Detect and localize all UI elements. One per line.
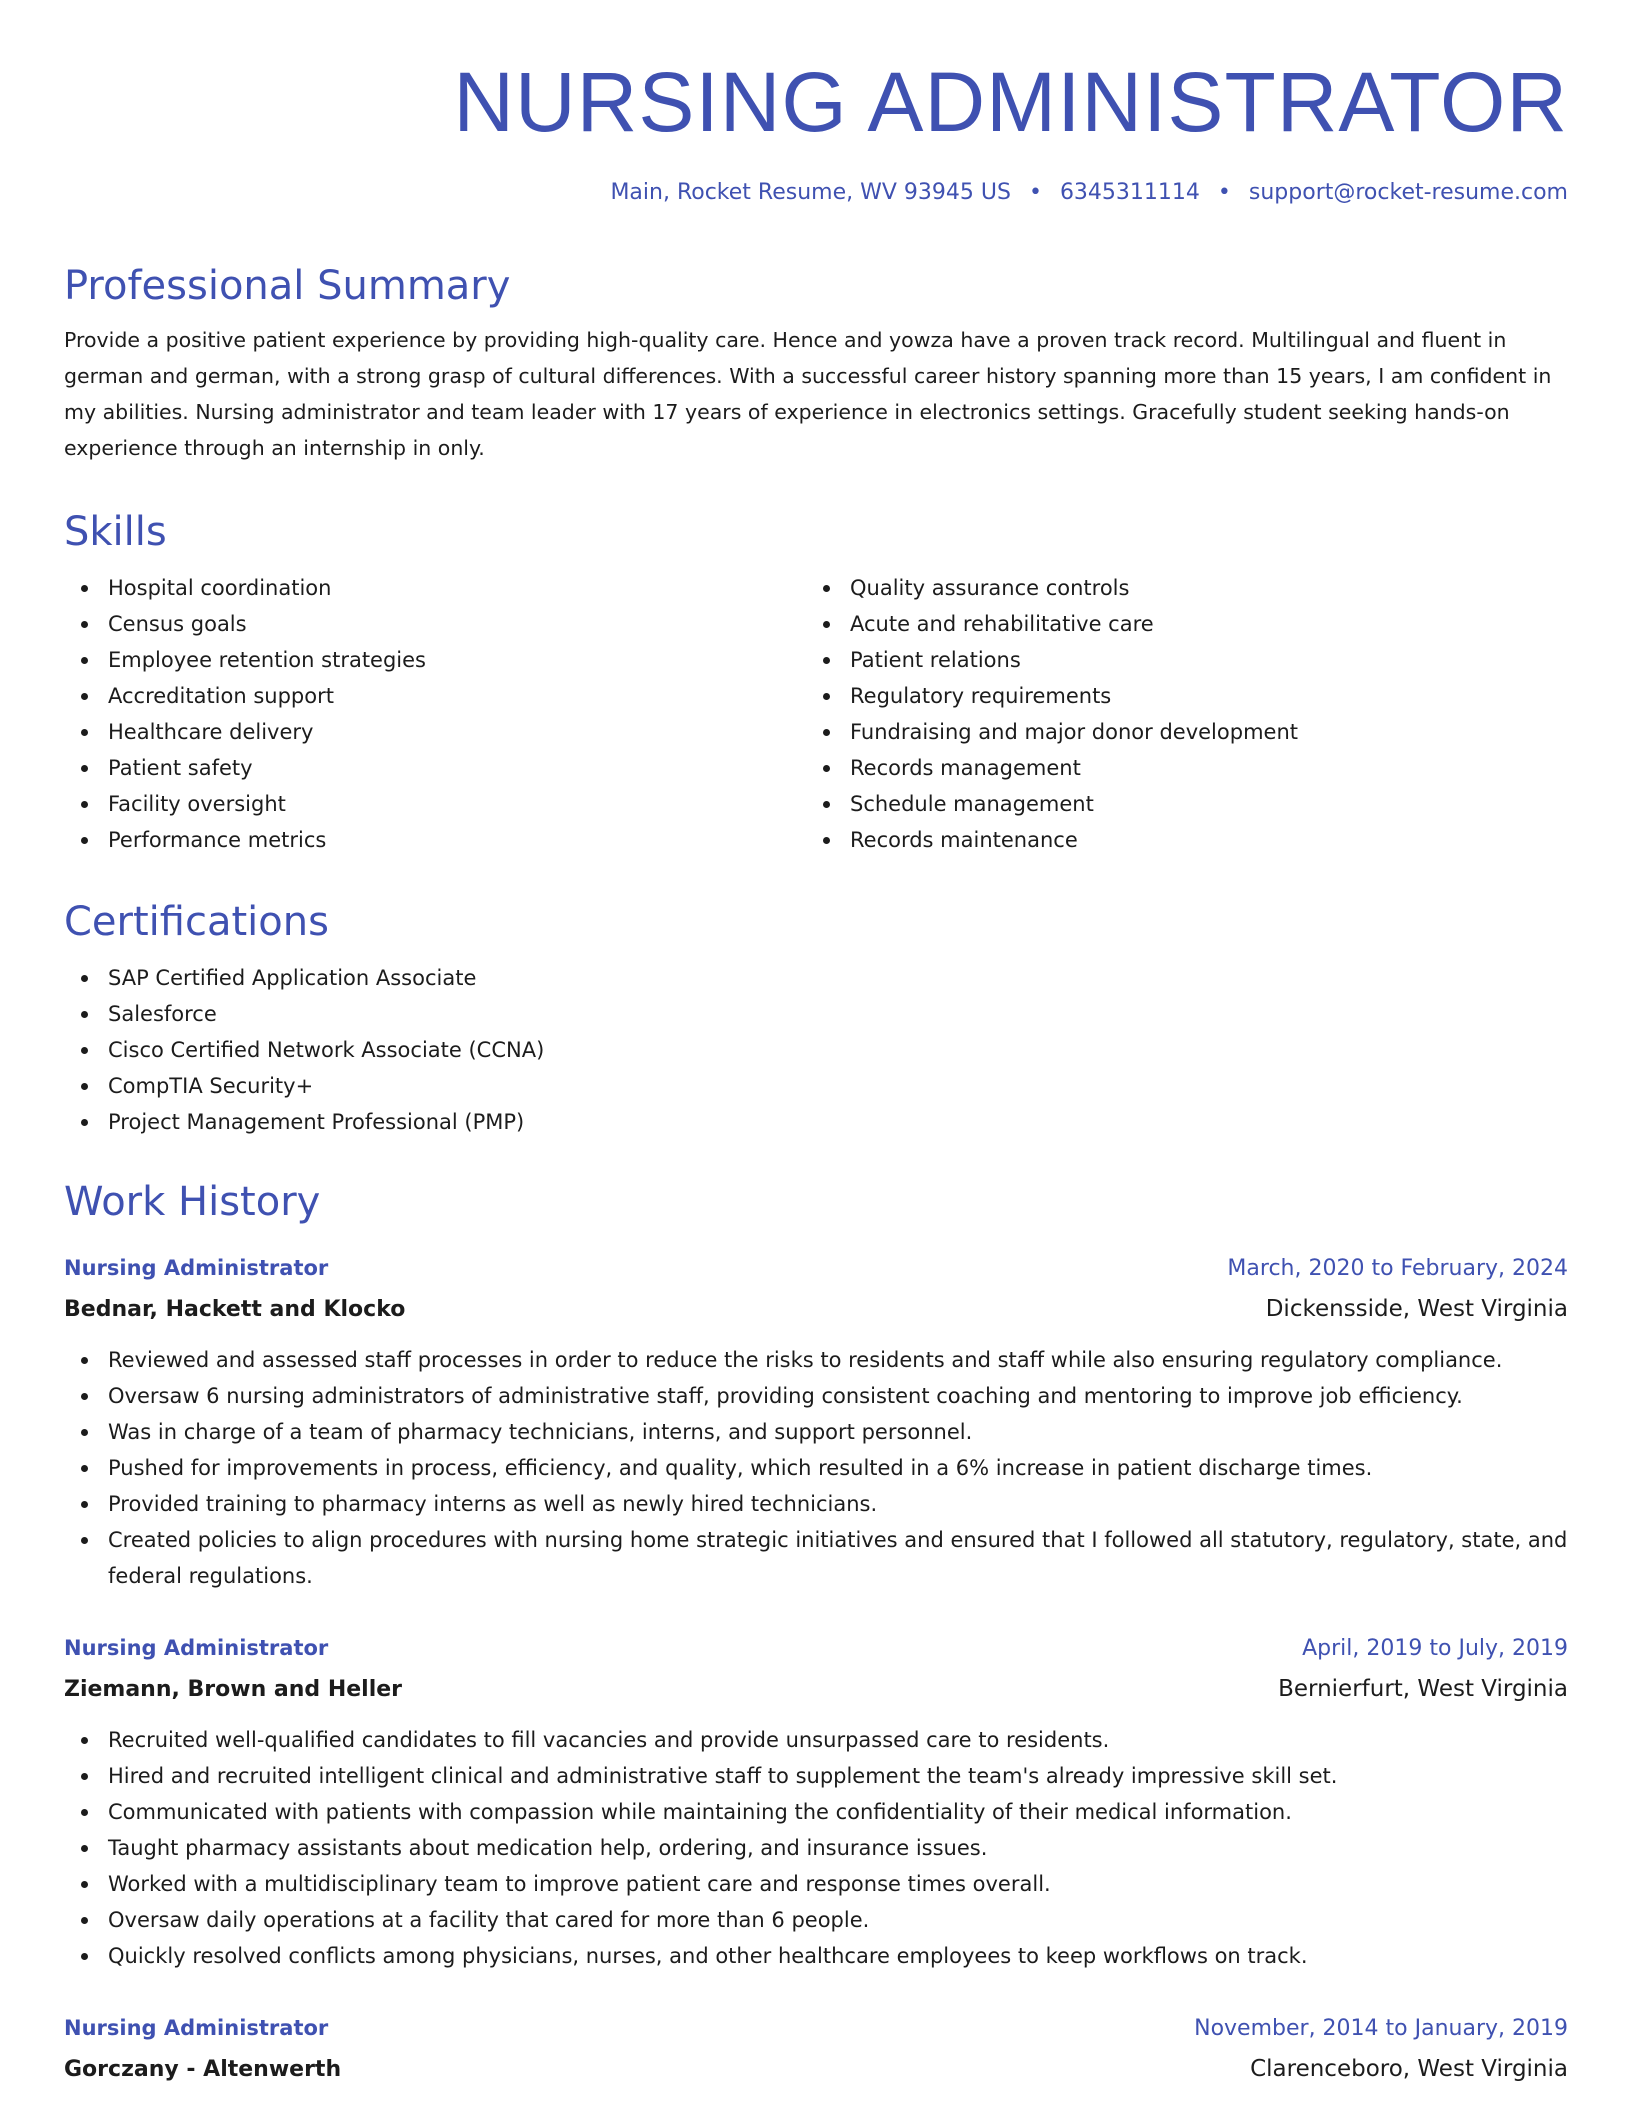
skills-grid [64,570,1568,858]
resume-header [64,0,1568,208]
certification-item: CompTIA Security+ [64,1068,1568,1104]
job-bullet: Oversaw daily operations at a facility that cared for more than 6 people. [64,1902,1568,1938]
job-bullet: Hired and recruited intelligent clinical and administrative staff to supplement the team's already impressive skill set. [64,1758,1568,1794]
skill-item: Facility oversight [64,786,806,822]
contact-line [64,178,1568,208]
summary-text: Provide a positive patient experience by providing high-quality care. Hence and yowza have a proven track record. Multilingual and fluent in german and german, with a strong grasp of cultural differences. With a successful career history spanning more than 15 years, I am confident in my abilities. Nursing administrator and team leader with 17 years of experience in electronics settings. Gracefully student seeking hands-on experience through an internship in only. [64,328,1552,460]
skill-item: Accreditation support [64,678,806,714]
job-bullet: Reviewed and assessed staff processes in order to reduce the risks to residents and staff while also ensuring regulatory compliance. [64,1342,1568,1378]
job-dates: March, 2020 to February, 2024 [1227,1256,1568,1281]
job-bullet: Taught pharmacy assistants about medication help, ordering, and insurance issues. [64,1830,1568,1866]
job-bullets [64,1722,1568,1974]
skills-right-column [806,570,1548,858]
certification-item: Project Management Professional (PMP) [64,1104,1568,1140]
skills-left-column [64,570,806,858]
contact-email[interactable]: support@rocket-resume.com [1248,180,1568,205]
job-bullet: Quickly resolved conflicts among physicians, nurses, and other healthcare employees to keep workflows on track. [64,1938,1568,1974]
resume-page [64,0,1568,2082]
job-bullet: Recruited well-qualified candidates to fill vacancies and provide unsurpassed care to residents. [64,1722,1568,1758]
job-entry [64,2008,1568,2090]
job-title-row [64,1248,1568,1289]
certifications-heading: Certifications [64,899,329,945]
job-dates: November, 2014 to January, 2019 [1194,2016,1568,2041]
certification-item: Salesforce [64,996,1568,1032]
contact-address: Main, Rocket Resume, WV 93945 US [610,180,1011,205]
job-bullet: Pushed for improvements in process, efficiency, and quality, which resulted in a 6% increase in patient discharge times. [64,1450,1568,1486]
job-bullet: Worked with a multidisciplinary team to improve patient care and response times overall. [64,1866,1568,1902]
job-bullet: Provided training to pharmacy interns as well as newly hired technicians. [64,1486,1568,1522]
job-location: Dickensside, West Virginia [1265,1296,1568,1322]
job-entry [64,1248,1568,1594]
job-title: Nursing Administrator [64,1636,329,1660]
skill-item: Patient safety [64,750,806,786]
job-company: Bednar, Hackett and Klocko [64,1297,406,1322]
skill-item: Census goals [64,606,806,642]
skill-item: Acute and rehabilitative care [806,606,1548,642]
skill-item: Employee retention strategies [64,642,806,678]
contact-separator: • [1217,180,1231,205]
job-bullet: Was in charge of a team of pharmacy technicians, interns, and support personnel. [64,1414,1568,1450]
skill-item: Schedule management [806,786,1548,822]
job-entry [64,1628,1568,1974]
skill-item: Records management [806,750,1548,786]
job-title-row [64,1628,1568,1669]
contact-phone: 6345311114 [1059,180,1200,205]
job-title-row [64,2008,1568,2049]
contact-separator: • [1028,180,1042,205]
job-bullet: Created policies to align procedures with nursing home strategic initiatives and ensured that I followed all statutory, regulatory, state, and federal regulations. [64,1522,1568,1594]
summary-section [64,262,1568,466]
summary-heading: Professional Summary [64,263,511,309]
skills-section [64,508,1568,858]
work-history-section [64,1178,1568,2082]
job-company: Gorczany - Altenwerth [64,2057,342,2082]
candidate-name: NURSING ADMINISTRATOR [453,55,1568,149]
job-location: Clarenceboro, West Virginia [1250,2056,1568,2082]
skill-item: Regulatory requirements [806,678,1548,714]
job-bullet: Communicated with patients with compassion while maintaining the confidentiality of their medical information. [64,1794,1568,1830]
job-dates: April, 2019 to July, 2019 [1302,1636,1568,1661]
certifications-section [64,898,1568,1140]
job-title: Nursing Administrator [64,2016,329,2040]
job-company-row [64,1289,1568,1330]
skills-heading: Skills [64,509,167,555]
certification-item: SAP Certified Application Associate [64,960,1568,996]
skill-item: Records maintenance [806,822,1548,858]
skill-item: Patient relations [806,642,1548,678]
job-bullet: Oversaw 6 nursing administrators of administrative staff, providing consistent coaching and mentoring to improve job efficiency. [64,1378,1568,1414]
certifications-list [64,960,1568,1140]
skill-item: Healthcare delivery [64,714,806,750]
job-bullets [64,1342,1568,1594]
skill-item: Hospital coordination [64,570,806,606]
job-company-row [64,1669,1568,1710]
work-history-heading: Work History [64,1179,321,1225]
skill-item: Performance metrics [64,822,806,858]
skill-item: Fundraising and major donor development [806,714,1548,750]
job-location: Bernierfurt, West Virginia [1278,1676,1568,1702]
job-company: Ziemann, Brown and Heller [64,1677,403,1702]
skill-item: Quality assurance controls [806,570,1548,606]
job-company-row [64,2049,1568,2090]
certification-item: Cisco Certified Network Associate (CCNA) [64,1032,1568,1068]
job-title: Nursing Administrator [64,1256,329,1280]
